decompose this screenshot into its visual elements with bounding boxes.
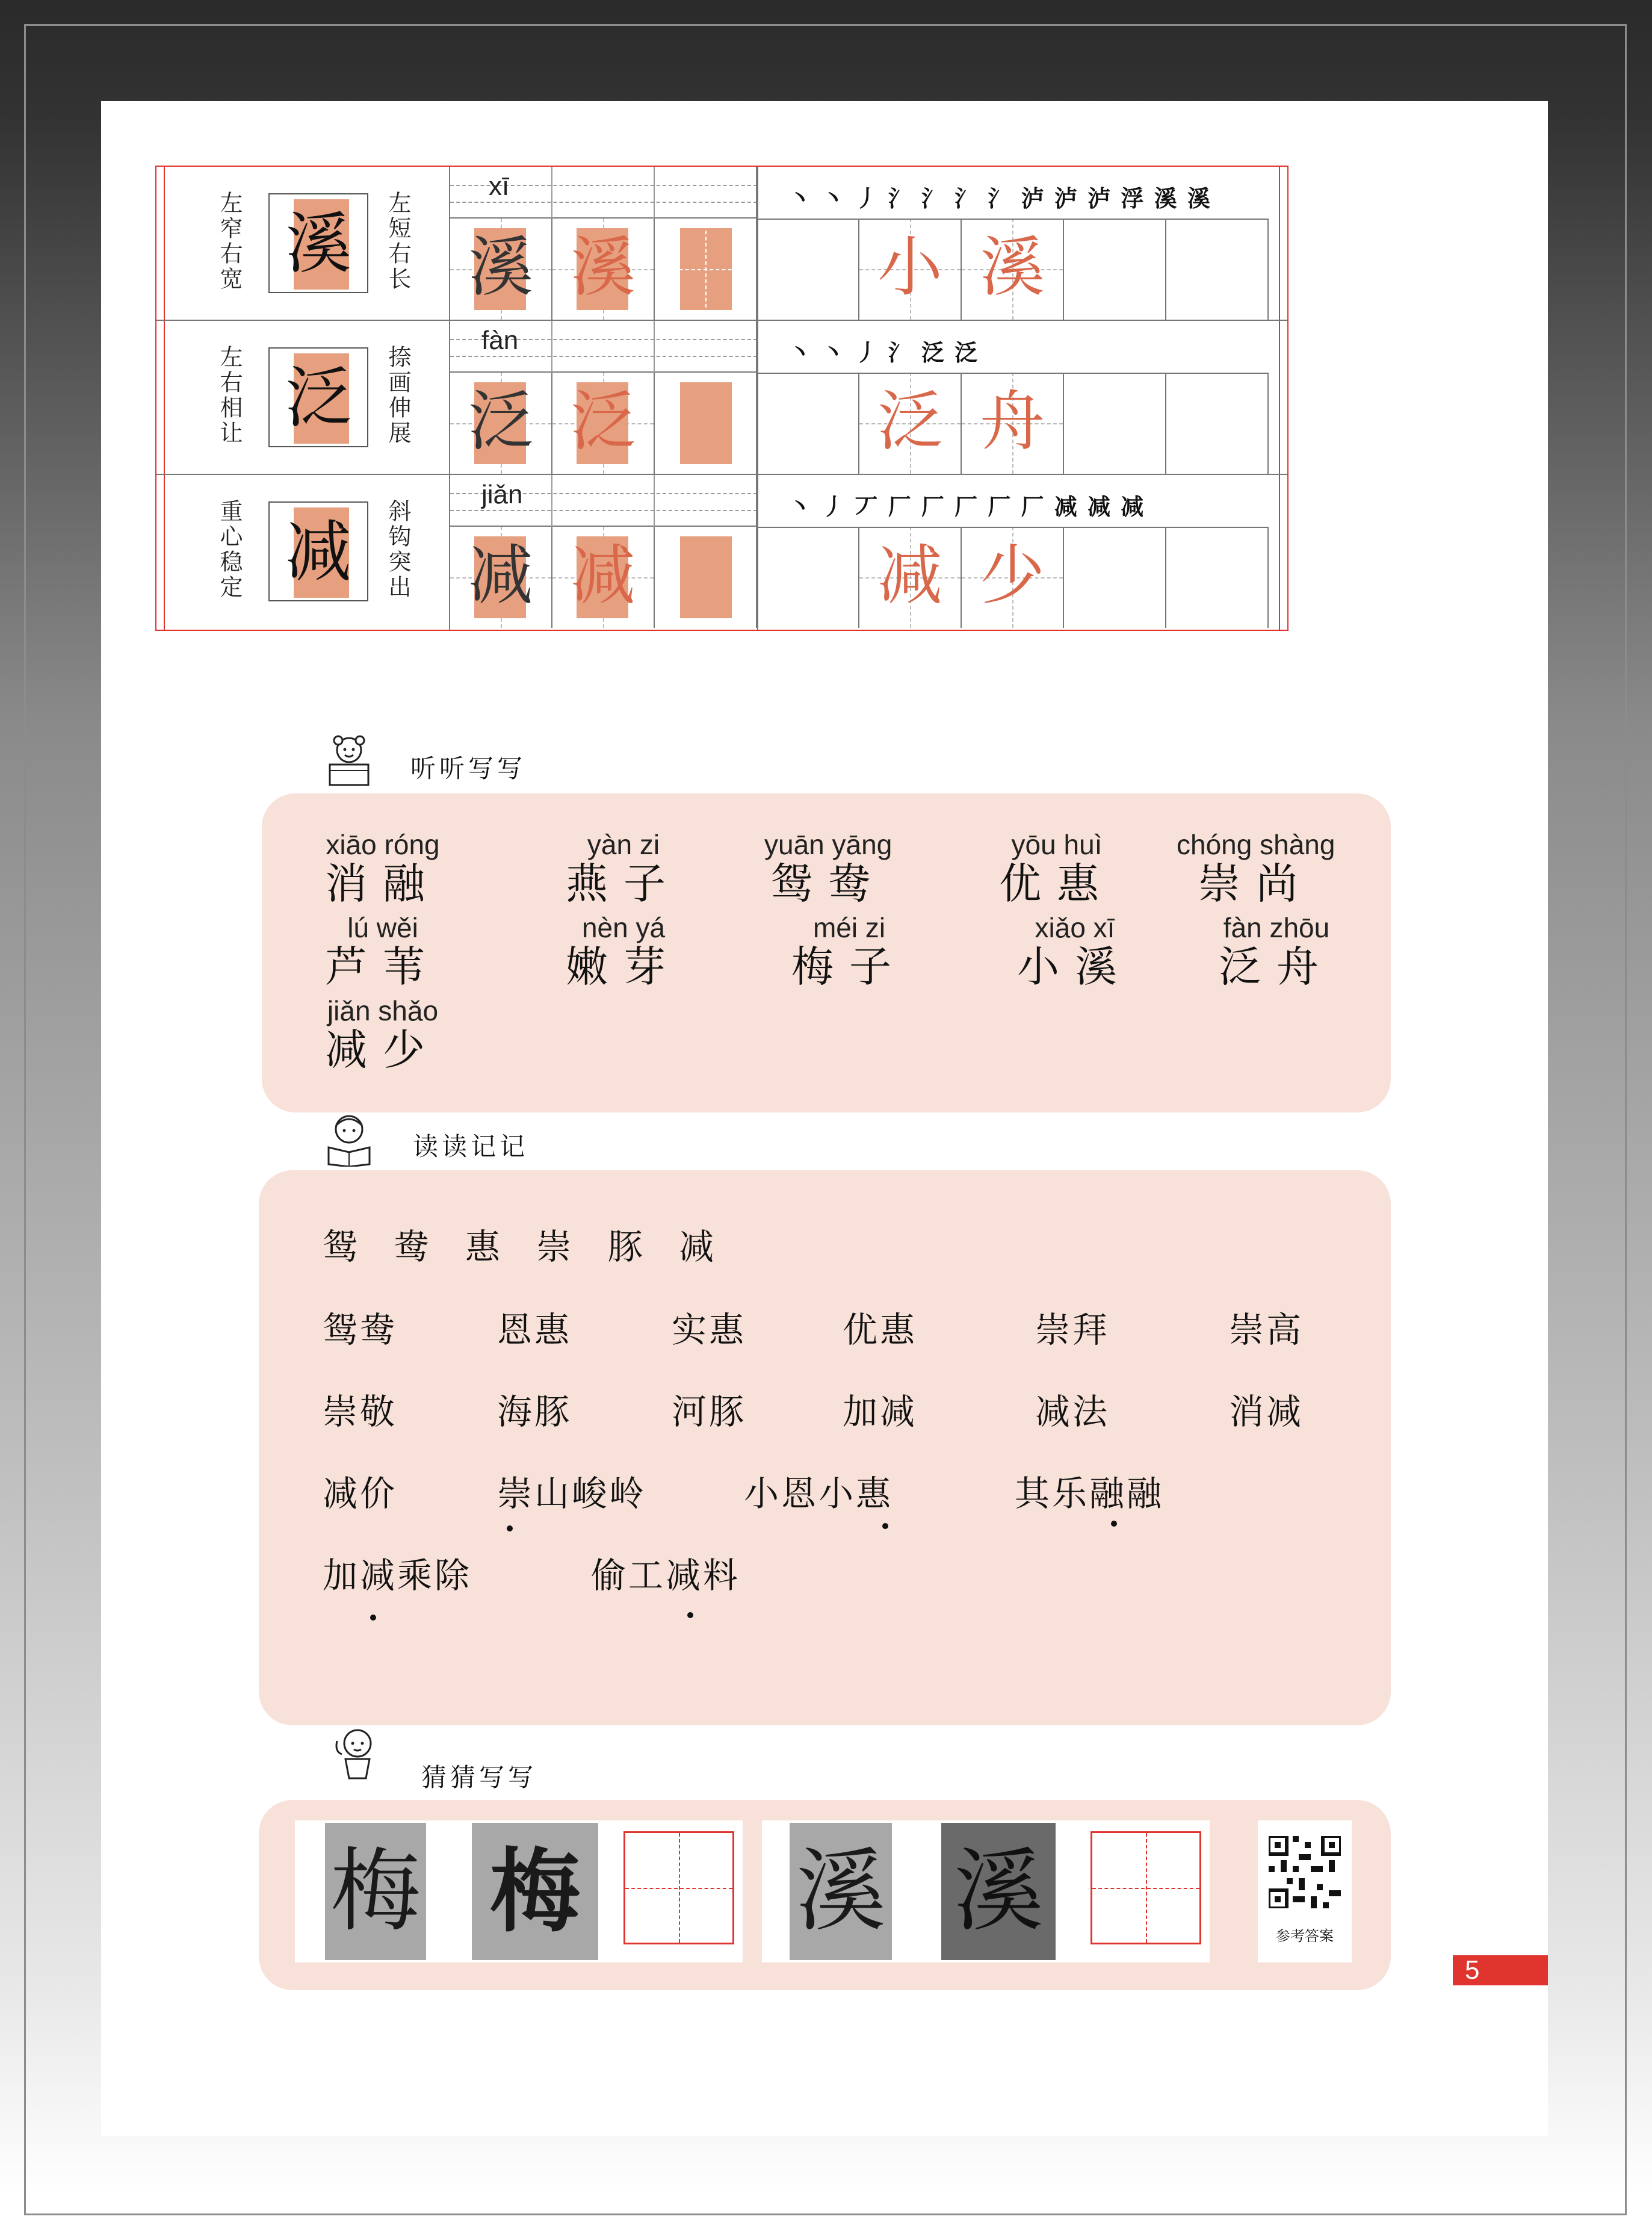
word-item: jiǎn shǎo 减少: [325, 995, 441, 1075]
word-item: fàn zhōu 泛舟: [1219, 912, 1334, 991]
stroke-order: 丶 丿 丆 厂 厂 厂 厂 厂 减 减 减: [788, 493, 1145, 520]
word-item: nèn yá 嫩芽: [566, 912, 681, 991]
word-char: 舟: [979, 384, 1045, 459]
read-word: 消减: [1229, 1391, 1304, 1432]
word-char: 减: [877, 538, 942, 613]
read-word: 崇山峻岭: [497, 1473, 647, 1514]
listen-panel: [262, 793, 1391, 1112]
word-item: yōu huì 优惠: [999, 829, 1115, 908]
stroke-order: 丶 丶 丿 氵 氵 氵 氵 泸 泸 泸 浮 溪 溪: [788, 185, 1211, 212]
seal-image: 梅: [472, 1823, 598, 1960]
writing-practice-table: [155, 166, 1288, 631]
answer-box[interactable]: [623, 1831, 734, 1944]
section-title-read: 读读记记: [413, 1132, 529, 1161]
word-item: yuān yāng 鸳鸯: [764, 829, 893, 908]
word-char: 泛: [877, 384, 942, 459]
page-number: 5: [1453, 1955, 1548, 1985]
right-note: 左短右长: [385, 191, 411, 292]
read-word: 优惠: [843, 1309, 918, 1350]
trace-char-light: 减: [570, 538, 636, 613]
section-title-listen: 听听写写: [410, 754, 527, 783]
qr-label: 参考答案: [1276, 1928, 1334, 1944]
emphasis-dot: [507, 1525, 513, 1531]
emphasis-dot: [687, 1612, 693, 1618]
guess-panel: [259, 1800, 1391, 1990]
pinyin-label: fàn: [481, 326, 519, 355]
model-char: 泛: [285, 359, 351, 436]
read-word: 河豚: [672, 1391, 747, 1432]
seal-image: 溪: [790, 1823, 892, 1960]
word-item: chóng shàng 崇尚: [1177, 829, 1335, 908]
pinyin-label: xī: [489, 172, 510, 201]
answer-qr[interactable]: [1258, 1820, 1352, 1962]
seal-group-xi: [762, 1820, 1210, 1962]
word-char: 少: [979, 538, 1045, 613]
word-item: lú wěi 芦苇: [325, 912, 441, 991]
left-note: 左右相让: [216, 345, 243, 446]
emphasis-dot: [882, 1523, 888, 1529]
trace-char-light: 溪: [570, 230, 636, 305]
read-word: 偷工减料: [591, 1555, 741, 1596]
practice-row-jian: [156, 475, 1287, 630]
read-word: 其乐融融: [1015, 1473, 1165, 1514]
word-item: yàn zi 燕子: [566, 829, 681, 908]
child-reading-icon: [325, 1112, 373, 1167]
read-word: 崇敬: [323, 1391, 398, 1432]
model-char-box: [268, 347, 368, 447]
key-chars-line: 鸳 鸯 惠 崇 豚 减: [323, 1226, 720, 1267]
read-word: 实惠: [672, 1309, 747, 1350]
practice-row-fan: [156, 321, 1287, 475]
right-note: 斜钩突出: [385, 499, 411, 600]
pinyin-label: jiǎn: [481, 480, 523, 509]
child-writing-icon: [325, 733, 373, 787]
word-char: 小: [877, 230, 942, 305]
read-word: 加减: [843, 1391, 918, 1432]
emphasis-dot: [370, 1615, 376, 1621]
word-char: 溪: [979, 230, 1045, 305]
right-note: 捺画伸展: [385, 345, 411, 446]
read-word: 崇拜: [1035, 1309, 1110, 1350]
word-item: xiǎo xī 小溪: [1017, 912, 1133, 991]
trace-char: 溪: [468, 230, 533, 305]
read-word: 鸳鸯: [323, 1309, 398, 1350]
read-word: 减法: [1035, 1391, 1110, 1432]
model-char: 减: [285, 513, 351, 591]
answer-box[interactable]: [1091, 1831, 1201, 1944]
stroke-order: 丶 丶 丿 氵 泛 泛: [788, 339, 979, 366]
read-word: 海豚: [497, 1391, 572, 1432]
trace-char: 减: [468, 538, 533, 613]
seal-group-mei: [295, 1820, 743, 1962]
blank-write-cell[interactable]: [655, 219, 757, 320]
child-thinking-icon: [331, 1725, 379, 1779]
left-note: 左窄右宽: [216, 191, 243, 292]
qr-code-icon: [1269, 1836, 1341, 1908]
word-item: xiāo róng 消融: [325, 829, 441, 908]
seal-image: 梅: [325, 1823, 426, 1960]
word-item: méi zi 梅子: [791, 912, 907, 991]
trace-char-light: 泛: [570, 384, 636, 459]
emphasis-dot: [1111, 1521, 1117, 1527]
blank-write-cell[interactable]: [655, 373, 757, 474]
read-word: 小恩小惠: [744, 1473, 894, 1514]
read-word: 崇高: [1229, 1309, 1304, 1350]
left-note: 重心稳定: [216, 499, 243, 600]
model-char-box: [268, 501, 368, 601]
section-title-guess: 猜猜写写: [421, 1763, 537, 1792]
practice-row-xi: [156, 167, 1287, 321]
trace-char: 泛: [468, 384, 533, 459]
read-word: 恩惠: [497, 1309, 572, 1350]
model-char-box: [268, 193, 368, 293]
read-word: 减价: [323, 1473, 398, 1514]
read-word: 加减乘除: [323, 1555, 472, 1596]
model-char: 溪: [285, 205, 351, 282]
seal-image: 溪: [941, 1823, 1056, 1960]
read-panel: [259, 1170, 1391, 1725]
blank-write-cell[interactable]: [655, 527, 757, 628]
